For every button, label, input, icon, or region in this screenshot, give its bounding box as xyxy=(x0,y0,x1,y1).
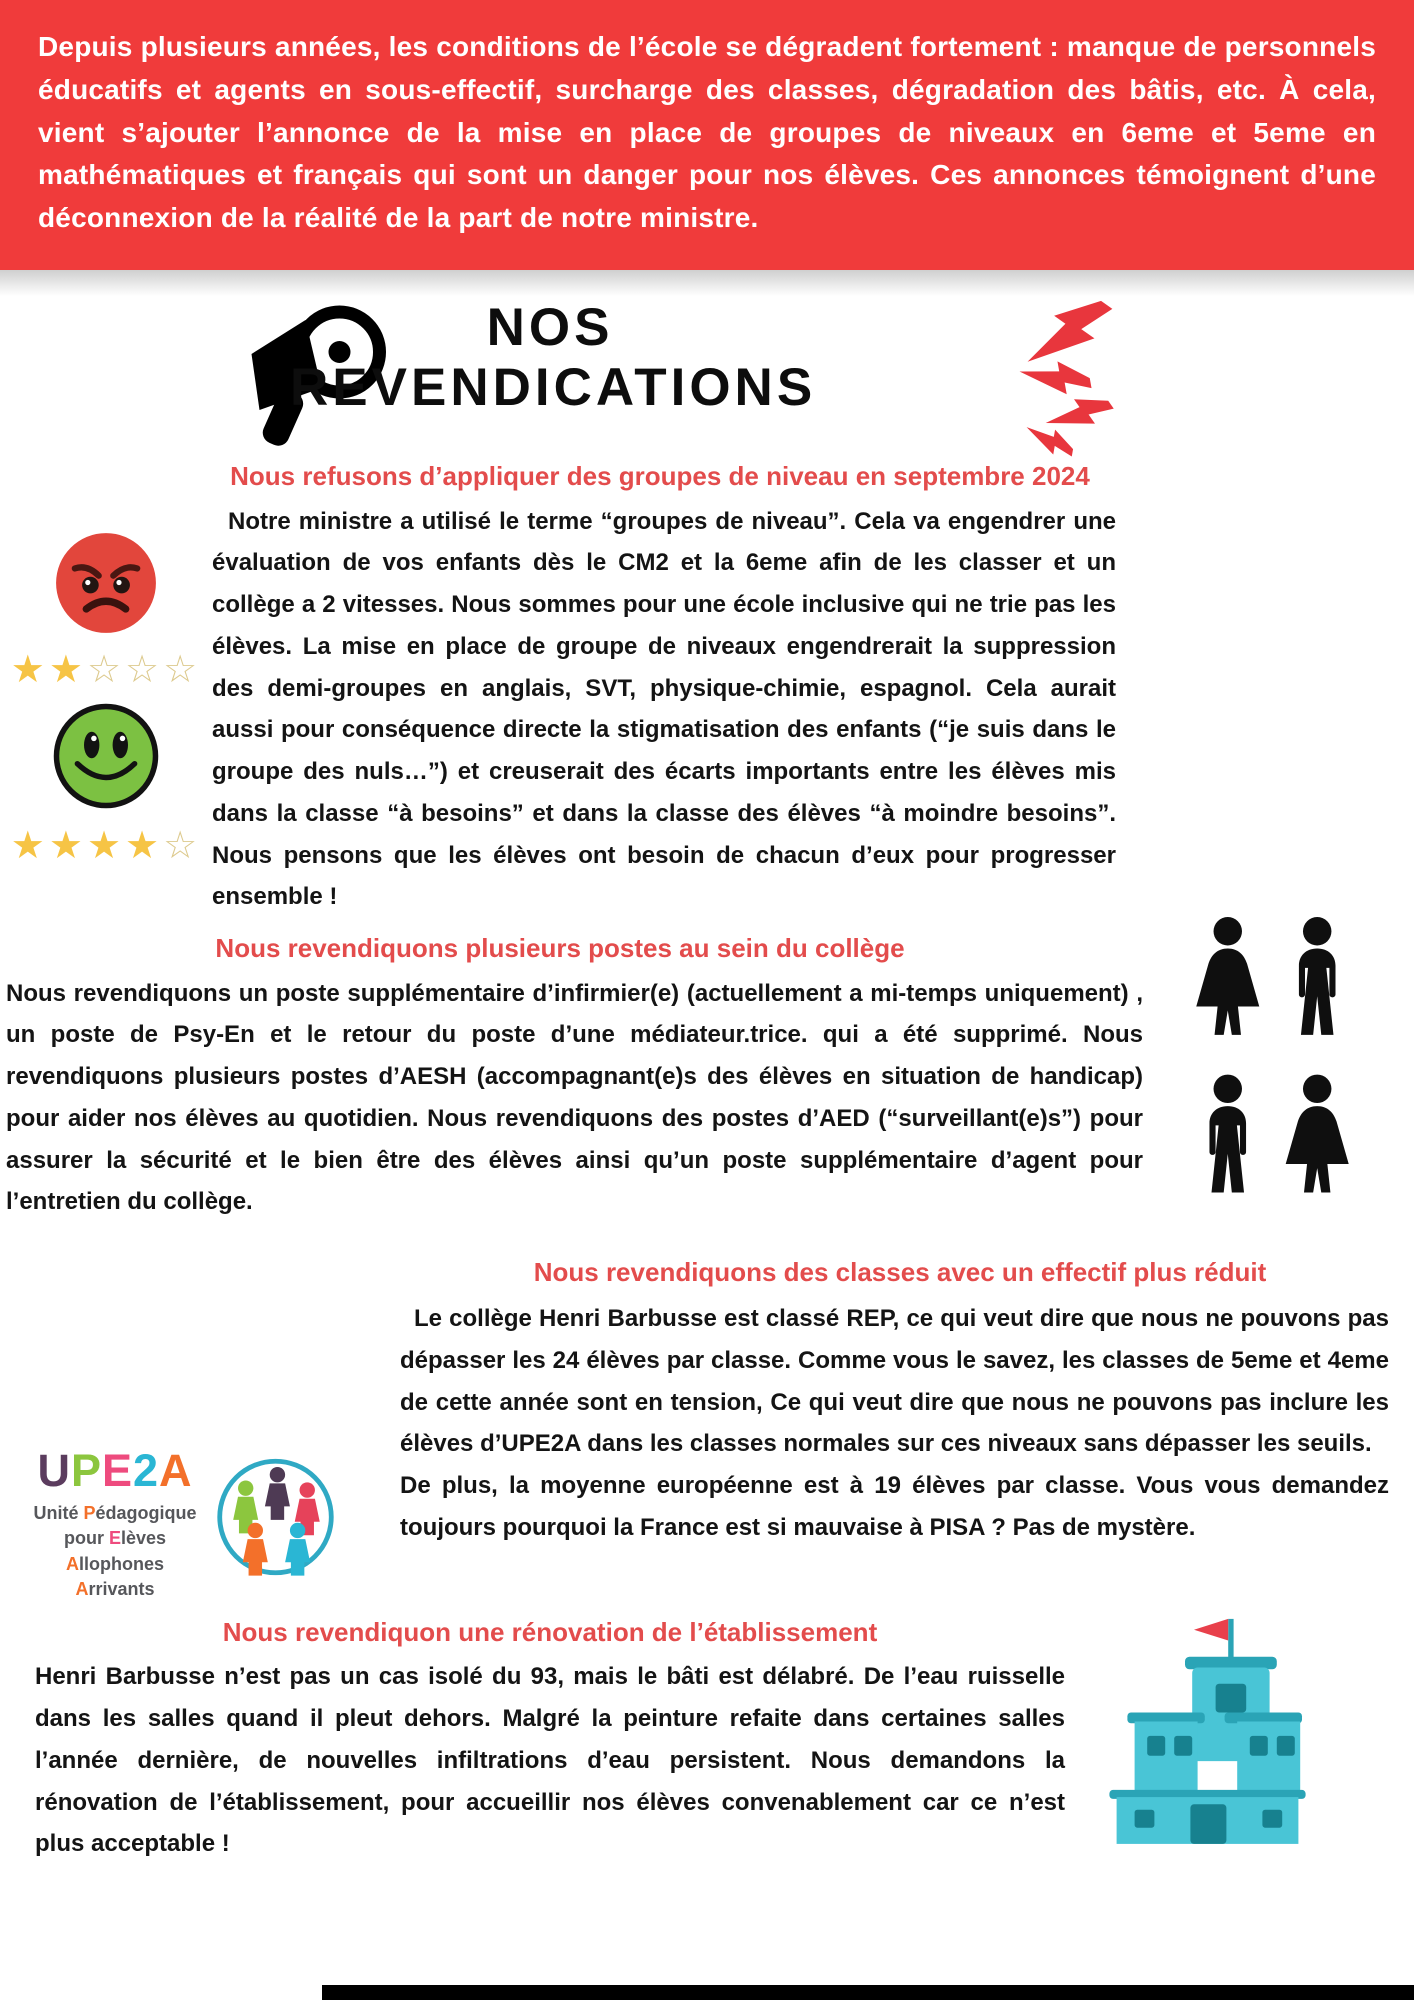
upe2a-logo xyxy=(0,1298,400,1602)
intro-banner xyxy=(0,0,1414,270)
section1-icons xyxy=(0,501,212,919)
star-filled-icon: ★ xyxy=(48,648,87,691)
section1 xyxy=(0,501,1414,919)
section3-body xyxy=(400,1298,1389,1602)
section1-body: Notre ministre a utilisé le terme “groupes de niveau”. Cela va engendrer une évaluation de vos enfants dès le CM2 et la 6eme afin de les classer et un collège a 2 vitesses. Nous sommes pour une école inclusive qui ne trie pas les élèves. La mise en place de groupe de niveaux engendrerait la suppression des demi-groupes en anglais, SVT, physique-chimie, espagnol. Cela aurait aussi pour conséquence directe la stigmatisation des enfants (“je suis dans le groupe des nuls…”) et creuserait des écarts importants entre les élèves mis dans la classe “à besoins” et dans la classe des élèves “à moindre besoins”. Nous pensons que les élèves ont besoin de chacun d’eux pour progresser ensemble ! xyxy=(212,507,1116,911)
school-building xyxy=(1095,1590,1330,1885)
star-filled-icon: ★ xyxy=(125,824,164,867)
upe2a-subtitle-line1: Unité Pédagogique xyxy=(33,1503,197,1524)
smiley-face-emoji xyxy=(51,701,161,811)
section3-paragraph2: De plus, la moyenne européenne est à 19 élèves par classe. Vous vous demandez toujours pourquoi la France est si mauvaise à PISA ? Pas de mystère. xyxy=(400,1472,1389,1541)
lightning-bolts-icon xyxy=(995,288,1125,458)
star-filled-icon: ★ xyxy=(10,648,49,691)
person-silhouettes-icon xyxy=(1161,915,1386,1225)
star-filled-icon: ★ xyxy=(48,824,87,867)
section3 xyxy=(0,1298,1414,1602)
section3-heading: Nous revendiquons des classes avec un effectif plus réduit xyxy=(533,1256,1267,1287)
section2 xyxy=(0,973,1414,1230)
page-title xyxy=(290,298,817,417)
star-filled-icon: ★ xyxy=(86,824,126,867)
upe2a-logo-text xyxy=(25,1445,205,1602)
angry-face-emoji xyxy=(54,531,158,635)
upe2a-circle-people-icon xyxy=(213,1442,338,1592)
upe2a-subtitle-line2: pour Elèves xyxy=(63,1528,167,1549)
intro-banner-text: Depuis plusieurs années, les conditions de l’école se dégradent fortement : manque de personnels éducatifs et agents en sous-effectif, surcharge des classes, dégradation des bâtis, etc. À cela, vient s’ajouter l’annonce de la mise en place de groupes de niveaux en 6eme et 5eme en mathématiques et français qui sont un danger pour nos élèves. Ces annonces témoignent d’une déconnexion de la réalité de la part de notre ministre. xyxy=(38,31,1376,234)
page-title-line2: REVENDICATIONS xyxy=(290,357,817,417)
title-area xyxy=(0,296,1414,456)
section4-body: Henri Barbusse n’est pas un cas isolé du 93, mais le bâti est délabré. De l’eau ruisselle dans les salles quand il pleut dehors. Malgré la peinture refaite dans certaines salles l’année dernière, de nouvelles infiltrations d’eau persistent. Nous demandons la rénovation de l’établissement, pour accueillir nos élèves convenablement car ce n’est plus acceptable ! xyxy=(35,1663,1065,1858)
upe2a-acronym: UPE2A xyxy=(37,1445,193,1497)
bottom-black-bar xyxy=(322,1985,1414,2000)
star-empty-icon: ☆ xyxy=(163,648,202,691)
star-empty-icon: ☆ xyxy=(163,824,202,867)
section3-paragraph1: Le collège Henri Barbusse est classé REP, ce qui veut dire que nous ne pouvons pas dépasser les 24 élèves par classe. Comme vous le savez, les classes de 5eme et 4eme de cette année sont en tension, Ce qui veut dire que nous ne pouvons pas inclure les élèves d’UPE2A dans les classes normales sur ces niveaux sans dépasser les seuils. xyxy=(400,1305,1389,1458)
star-filled-icon: ★ xyxy=(10,824,49,867)
section4-heading: Nous revendiquon une rénovation de l’établissement xyxy=(222,1616,878,1647)
section4 xyxy=(0,1656,1414,1885)
rating-positive xyxy=(10,824,202,867)
rating-negative xyxy=(10,648,202,691)
school-building-icon xyxy=(1095,1590,1320,1880)
page-title-line1: NOS xyxy=(486,298,614,358)
section2-body: Nous revendiquons un poste supplémentaire d’infirmier(e) (actuellement a mi-temps uniquement) , un poste de Psy-En et le retour du poste d’une médiateur.trice. qui a été supprimé. Nous revendiquons plusieurs postes d’AESH (accompagnant(e)s des élèves en situation de handicap) pour aider nos élèves au quotidien. Nous revendiquons des postes d’AED (“surveillant(e)s”) pour assurer la sécurité et le bien être des élèves ainsi qu’un poste supplémentaire d’agent pour l’entretien du collège. xyxy=(6,979,1143,1216)
staff-silhouettes xyxy=(1161,915,1386,1230)
upe2a-subtitle-line3: Allophones Arrivants xyxy=(66,1553,164,1599)
banner-fade-divider xyxy=(0,270,1414,296)
star-empty-icon: ☆ xyxy=(125,648,164,691)
star-empty-icon: ☆ xyxy=(86,648,126,691)
section1-heading: Nous refusons d’appliquer des groupes de niveau en septembre 2024 xyxy=(230,461,1090,492)
section2-heading: Nous revendiquons plusieurs postes au sein du collège xyxy=(215,933,905,964)
